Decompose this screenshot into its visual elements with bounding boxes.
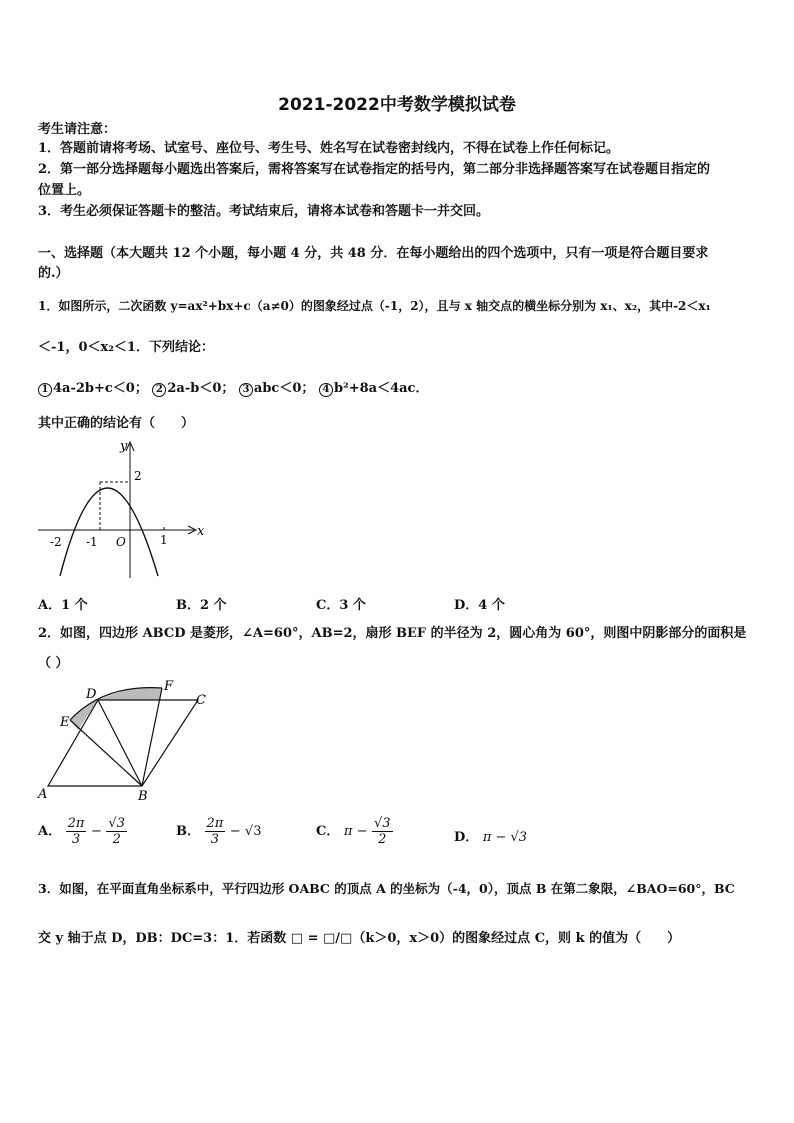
numerator: √3 xyxy=(108,816,125,831)
circled-number: 2 xyxy=(152,383,166,397)
circled-number: 4 xyxy=(319,383,333,397)
fraction xyxy=(106,816,127,847)
denominator: 2 xyxy=(378,832,387,847)
q3-stem: 3．如图，在平面直角坐标系中，平行四边形 OABC 的顶点 A 的坐标为（-4，0），顶点 B 在第二象限，∠BAO=60°，BC xyxy=(38,881,735,896)
q1-option-b[interactable]: B．2 个 xyxy=(176,598,227,613)
denominator: 3 xyxy=(210,832,220,847)
fraction xyxy=(205,816,226,847)
vertex-label: B xyxy=(138,789,148,804)
point-y-label: 2 xyxy=(134,469,142,483)
fraction xyxy=(372,816,393,847)
section-heading: 一、选择题（本大题共 12 个小题，每小题 4 分，共 48 分．在每小题给出的四个选项中，只有一项是符合题目要求 xyxy=(38,246,709,261)
conclusion-3: abc＜0； xyxy=(253,381,315,396)
numerator: 2π xyxy=(206,816,224,831)
tick-label: -1 xyxy=(86,535,98,549)
conclusion-2: 2a-b＜0； xyxy=(167,381,235,396)
q2-stem-cont: （ ） xyxy=(38,656,69,671)
option-letter: C． xyxy=(316,824,340,839)
vertex-label: A xyxy=(38,787,48,802)
page-title: 2021-2022中考数学模拟试卷 xyxy=(278,95,516,115)
denominator: 2 xyxy=(112,832,121,847)
circled-number: 3 xyxy=(239,383,253,397)
q1-option-a[interactable]: A．1 个 xyxy=(38,598,88,613)
vertex-label: E xyxy=(60,715,70,730)
q2-option-b[interactable] xyxy=(176,816,261,847)
notice-item-3: 3．考生必须保证答题卡的整洁。考试结束后，请将本试卷和答题卡一并交回。 xyxy=(38,204,490,219)
option-expression: π − √3 xyxy=(482,830,528,845)
vertex-label: C xyxy=(196,693,206,708)
q2-rhombus-figure xyxy=(34,676,218,808)
vertex-label: F xyxy=(164,679,174,694)
q1-question: 其中正确的结论有（ ） xyxy=(38,416,195,431)
conclusion-1: 4a-2b+c＜0； xyxy=(53,381,148,396)
q1-option-c[interactable]: C．3 个 xyxy=(316,598,366,613)
minus-sign: − xyxy=(90,824,102,839)
y-axis-label: y xyxy=(120,439,128,454)
q1-parabola-graph xyxy=(34,436,214,582)
numerator: √3 xyxy=(374,816,391,831)
conclusion-4: b²+8a＜4ac． xyxy=(333,381,429,396)
tick-label: 1 xyxy=(160,533,168,547)
option-letter: B． xyxy=(176,824,200,839)
origin-label: O xyxy=(116,535,126,549)
tick-label: -2 xyxy=(50,535,62,549)
vertex-label: D xyxy=(86,687,97,702)
notice-item-2: 2．第一部分选择题每小题选出答案后，需将答案写在试卷指定的括号内，第二部分非选择题答案写在试卷题目指定的 xyxy=(38,162,711,177)
q2-option-a[interactable] xyxy=(38,816,127,847)
notice-heading: 考生请注意： xyxy=(38,122,117,137)
option-expression: π − xyxy=(343,824,368,839)
circled-number: 1 xyxy=(38,383,52,397)
option-letter: D． xyxy=(454,830,479,845)
numerator: 2π xyxy=(67,816,85,831)
q2-stem: 2．如图，四边形 ABCD 是菱形，∠A=60°，AB=2，扇形 BEF 的半径为 2，圆心角为 60°，则图中阴影部分的面积是 xyxy=(38,626,747,641)
q2-option-d[interactable] xyxy=(454,826,527,845)
q3-stem-cont: 交 y 轴于点 D，DB：DC=3：1．若函数 □ = □/□（k＞0，x＞0）的图象经过点 C，则 k 的值为（ ） xyxy=(38,931,681,946)
notice-item-2-cont: 位置上。 xyxy=(38,183,91,198)
notice-item-1: 1．答题前请将考场、试室号、座位号、考生号、姓名写在试卷密封线内，不得在试卷上作任何标记。 xyxy=(38,141,620,156)
q1-option-d[interactable]: D．4 个 xyxy=(454,598,505,613)
q2-option-c[interactable] xyxy=(316,816,393,847)
section-heading-cont: 的.） xyxy=(38,266,69,281)
fraction xyxy=(66,816,87,847)
q1-stem: 1．如图所示，二次函数 y=ax²+bx+c（a≠0）的图象经过点（-1，2），且与 x 轴交点的横坐标分别为 x₁、x₂，其中-2＜x₁ xyxy=(38,299,711,313)
x-axis-label: x xyxy=(197,524,205,539)
option-letter: A． xyxy=(38,824,62,839)
q1-stem-cont: ＜-1，0＜x₂＜1．下列结论： xyxy=(38,340,214,355)
option-expression: − √3 xyxy=(229,824,262,839)
denominator: 3 xyxy=(71,832,81,847)
q1-conclusions xyxy=(38,381,428,397)
